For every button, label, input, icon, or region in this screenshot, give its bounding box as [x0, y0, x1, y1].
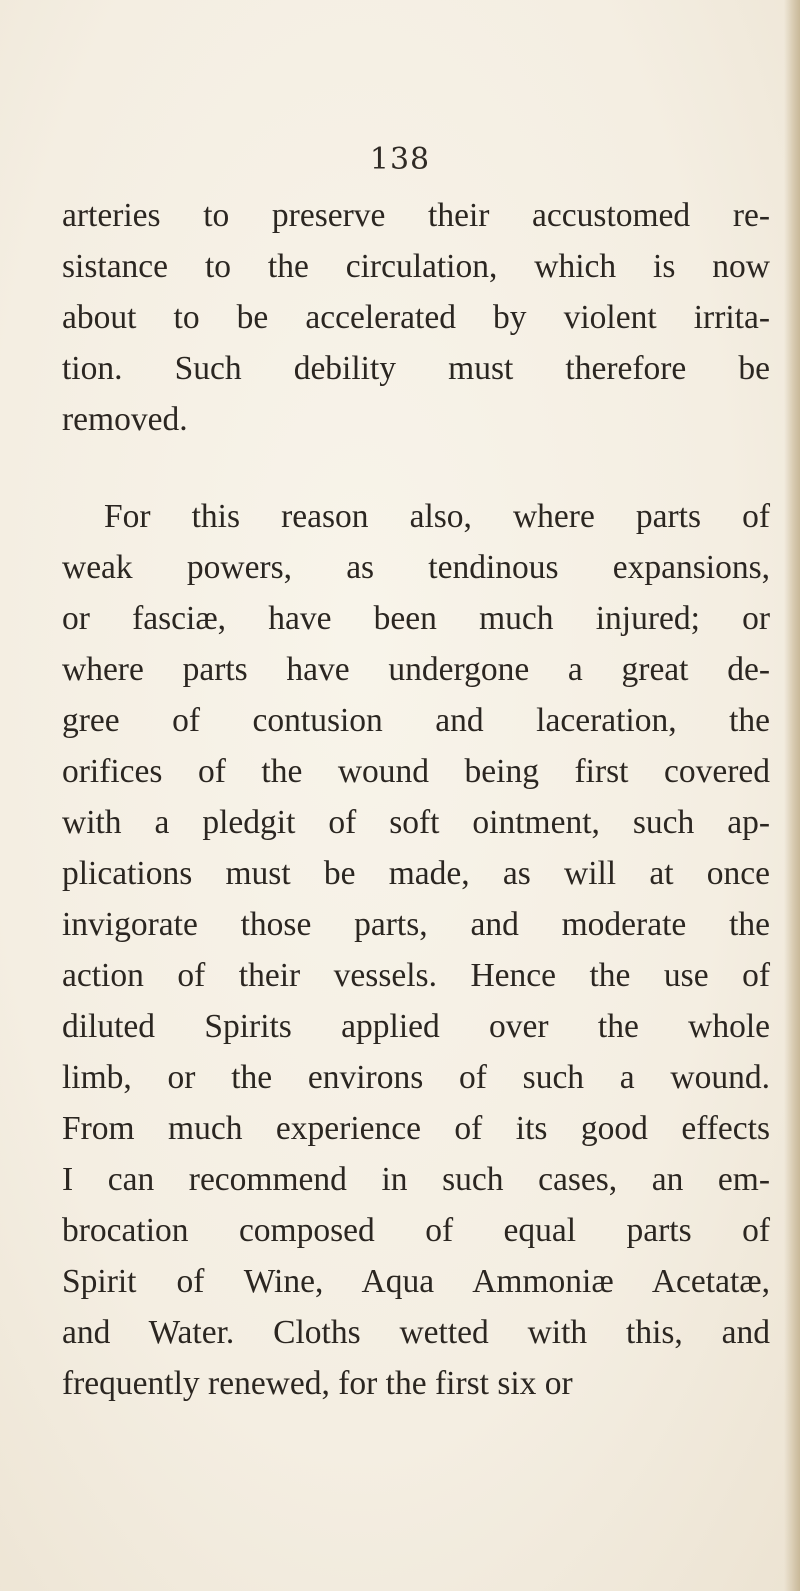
text-line: frequently renewed, for the first six or [62, 1365, 573, 1402]
text-line: with a pledgit of soft ointment, such ap- [62, 804, 770, 841]
text-line: From much experience of its good effects [62, 1110, 770, 1147]
text-line: orifices of the wound being first covered [62, 753, 770, 790]
page-number: 138 [369, 142, 431, 177]
paragraph-gap [62, 445, 770, 491]
text-line: action of their vessels. Hence the use of [62, 957, 770, 994]
text-line: weak powers, as tendinous expansions, [62, 549, 770, 586]
text-line: limb, or the environs of such a wound. [62, 1059, 770, 1096]
text-line: For this reason also, where parts of [104, 498, 770, 535]
text-line: plications must be made, as will at once [62, 855, 770, 892]
text-line: invigorate those parts, and moderate the [62, 906, 770, 943]
text-line: sistance to the circulation, which is now [62, 248, 770, 285]
text-line: and Water. Cloths wetted with this, and [62, 1314, 770, 1351]
text-line: I can recommend in such cases, an em- [62, 1161, 770, 1198]
text-line: removed. [62, 401, 188, 438]
body-text [62, 190, 770, 1409]
text-line: brocation composed of equal parts of [62, 1212, 770, 1249]
text-line: diluted Spirits applied over the whole [62, 1008, 770, 1045]
text-line: Spirit of Wine, Aqua Ammoniæ Acetatæ, [62, 1263, 770, 1300]
text-line: or fasciæ, have been much injured; or [62, 600, 770, 637]
page-edge [784, 0, 800, 1591]
text-line: where parts have undergone a great de- [62, 651, 770, 688]
text-line: about to be accelerated by violent irrita- [62, 299, 770, 336]
text-line: arteries to preserve their accustomed re- [62, 197, 770, 234]
text-line: tion. Such debility must therefore be [62, 350, 770, 387]
text-line: gree of contusion and laceration, the [62, 702, 770, 739]
